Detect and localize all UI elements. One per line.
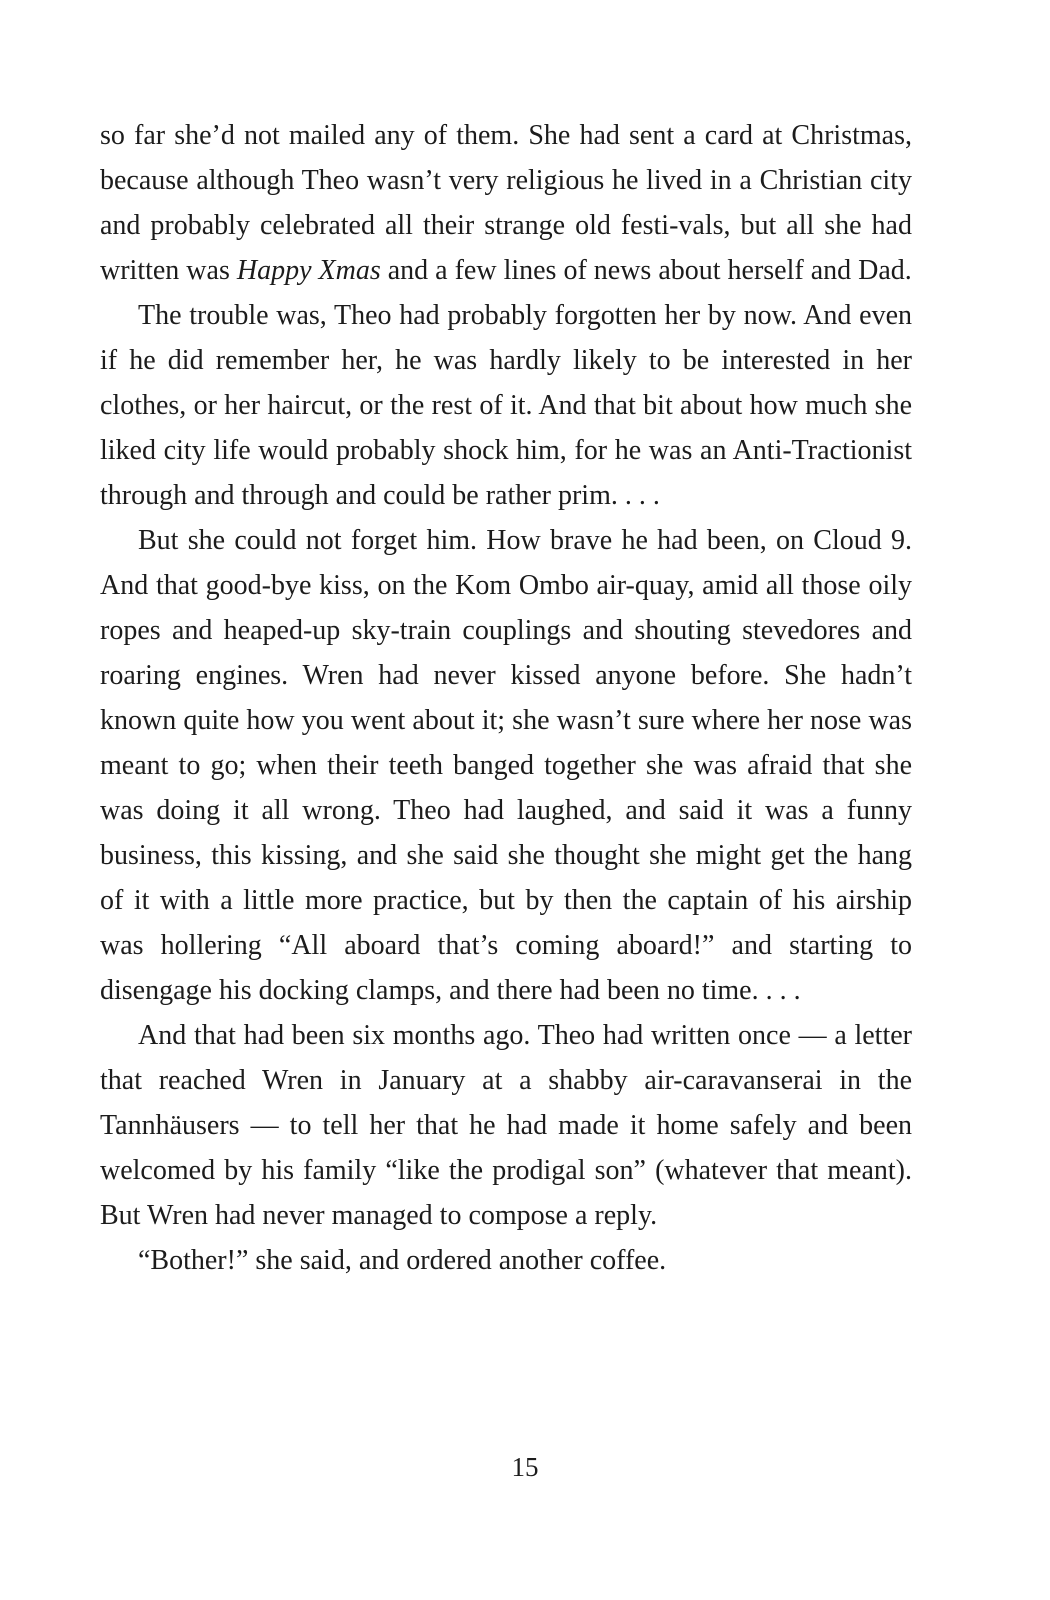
paragraph-5 [100, 1238, 912, 1283]
p1-run-3: and a few lines of news about herself and Dad. [380, 255, 912, 286]
page-body [100, 113, 912, 1283]
p1-run-1: so far she’d not mailed any of them. She had sent a card at Christmas, because although Theo wasn’t very religious he lived in a Christian city and probably celebrated all their strange old festi-vals, but all she had written was [100, 120, 912, 286]
p5-text: “Bother!” she said, and ordered another coffee. [138, 1245, 667, 1276]
paragraph-1 [100, 113, 912, 293]
paragraph-3 [100, 518, 912, 1013]
page-number: 15 [511, 1452, 539, 1482]
p4-text: And that had been six months ago. Theo had written once — a letter that reached Wren in January at a shabby air-caravanserai in the Tannhäusers — to tell her that he had made it home safely and been welcomed by his family “like the prodigal son” (whatever that meant). But Wren had never managed to compose a reply. [100, 1020, 912, 1231]
p2-text: The trouble was, Theo had probably forgotten her by now. And even if he did remember her, he was hardly likely to be interested in her clothes, or her haircut, or the rest of it. And that bit about how much she liked city life would probably shock him, for he was an Anti-Tractionist through and through and could be rather prim. . . . [100, 300, 912, 511]
p3-text: But she could not forget him. How brave he had been, on Cloud 9. And that good-bye kiss, on the Kom Ombo air-quay, amid all those oily ropes and heaped-up sky-train couplings and shouting stevedores and roaring engines. Wren had never kissed anyone before. She hadn’t known quite how you went about it; she wasn’t sure where her nose was meant to go; when their teeth banged together she was afraid that she was doing it all wrong. Theo had laughed, and said it was a funny business, this kissing, and she said she thought she might get the hang of it with a little more practice, but by then the captain of his airship was hollering “All aboard that’s coming aboard!” and starting to disengage his docking clamps, and there had been no time. . . . [100, 525, 912, 1006]
paragraph-4 [100, 1013, 912, 1238]
p1-italic-phrase: Happy Xmas [236, 255, 381, 286]
paragraph-2 [100, 293, 912, 518]
